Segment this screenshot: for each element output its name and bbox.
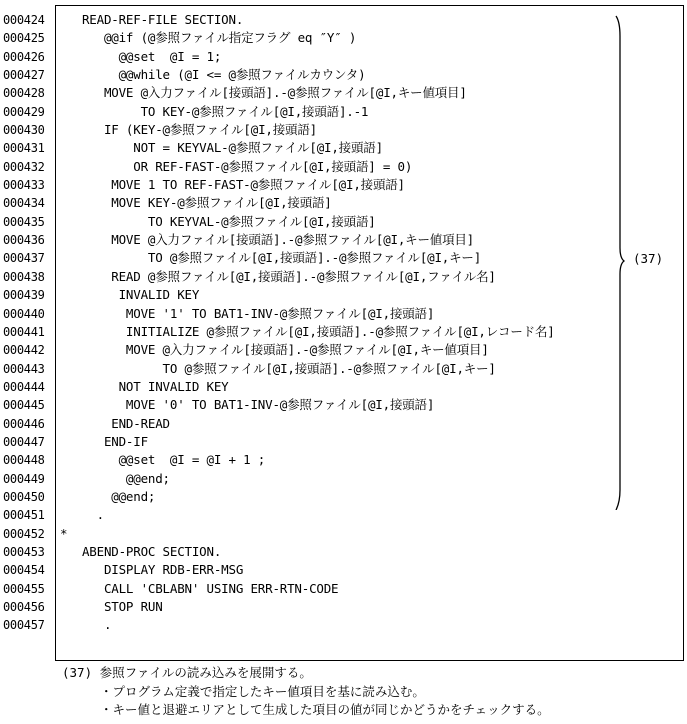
annotation-notes: [62, 664, 550, 720]
line-number: 000430: [3, 123, 45, 138]
line-number: 000441: [3, 324, 45, 339]
code-line: DISPLAY RDB-ERR-MSG: [60, 562, 244, 578]
code-line: MOVE @入力ファイル[接頭語].-@参照ファイル[@I,キー値項目]: [60, 232, 474, 248]
line-number: 000434: [3, 196, 45, 211]
code-line: @@while (@I <= @参照ファイルカウンタ): [60, 67, 366, 83]
code-line: @@set @I = 1;: [60, 48, 222, 64]
code-line: END-IF: [60, 433, 148, 449]
line-number-gutter: [0, 11, 52, 635]
line-number: 000432: [3, 159, 45, 174]
line-number: 000439: [3, 288, 45, 303]
code-line: .: [60, 617, 112, 633]
code-line: @@set @I = @I + 1 ;: [60, 452, 266, 468]
line-number: 000425: [3, 31, 45, 46]
annotation-label: (37): [633, 251, 664, 266]
note-bullet: ・キー値と退避エリアとして生成した項目の値が同じかどうかをチェックする。: [100, 702, 550, 717]
line-number: 000435: [3, 214, 45, 229]
code-line: MOVE @入力ファイル[接頭語].-@参照ファイル[@I,キー値項目]: [60, 342, 489, 358]
code-line: TO @参照ファイル[@I,接頭語].-@参照ファイル[@I,キー]: [60, 360, 496, 376]
code-line: MOVE KEY-@参照ファイル[@I,接頭語]: [60, 195, 332, 211]
line-number: 000429: [3, 104, 45, 119]
line-number: 000424: [3, 13, 45, 27]
line-number: 000444: [3, 379, 45, 394]
line-number: 000454: [3, 563, 45, 578]
code-line: CALL 'CBLABN' USING ERR-RTN-CODE: [60, 580, 339, 596]
line-number: 000443: [3, 361, 45, 376]
line-number: 000451: [3, 508, 45, 523]
code-listing: [60, 11, 555, 635]
code-line: @@end;: [60, 470, 170, 486]
code-line: OR REF-FAST-@参照ファイル[@I,接頭語] = 0): [60, 158, 413, 174]
code-line: TO KEY-@参照ファイル[@I,接頭語].-1: [60, 103, 369, 119]
line-number: 000456: [3, 600, 45, 614]
line-number: 000440: [3, 306, 45, 321]
code-line: IF (KEY-@参照ファイル[@I,接頭語]: [60, 122, 317, 138]
line-number: 000426: [3, 49, 45, 64]
code-line: MOVE '0' TO BAT1-INV-@参照ファイル[@I,接頭語]: [60, 397, 435, 413]
code-line: INVALID KEY: [60, 287, 200, 303]
line-number: 000436: [3, 233, 45, 248]
code-line: READ @参照ファイル[@I,接頭語].-@参照ファイル[@I,ファイル名]: [60, 268, 496, 284]
code-line: ABEND-PROC SECTION.: [60, 543, 222, 559]
line-number: 000427: [3, 68, 45, 83]
line-number: 000445: [3, 398, 45, 413]
code-line: MOVE '1' TO BAT1-INV-@参照ファイル[@I,接頭語]: [60, 305, 435, 321]
line-number: 000457: [3, 618, 45, 633]
line-number: 000448: [3, 453, 45, 468]
code-line: STOP RUN: [60, 599, 163, 614]
note-heading: (37) 参照ファイルの読み込みを展開する。: [62, 665, 312, 680]
code-line: TO KEYVAL-@参照ファイル[@I,接頭語]: [60, 213, 376, 229]
code-line: READ-REF-FILE SECTION.: [60, 12, 244, 27]
code-line: TO @参照ファイル[@I,接頭語].-@参照ファイル[@I,キー]: [60, 250, 482, 266]
line-number: 000453: [3, 544, 45, 559]
code-line: @@end;: [60, 488, 156, 504]
line-number: 000428: [3, 86, 45, 101]
code-line: END-READ: [60, 415, 170, 431]
line-number: 000442: [3, 343, 45, 358]
code-line: @@if (@参照ファイル指定フラグ eq ″Y″ ): [60, 30, 357, 46]
note-bullet: ・プログラム定義で指定したキー値項目を基に読み込む。: [100, 683, 425, 699]
code-line: NOT INVALID KEY: [60, 378, 229, 394]
line-number: 000433: [3, 178, 45, 193]
code-line: INITIALIZE @参照ファイル[@I,接頭語].-@参照ファイル[@I,レコード名]: [60, 323, 555, 339]
code-line: MOVE @入力ファイル[接頭語].-@参照ファイル[@I,キー値項目]: [60, 85, 467, 101]
line-number: 000447: [3, 434, 45, 449]
code-line: NOT = KEYVAL-@参照ファイル[@I,接頭語]: [60, 140, 383, 156]
line-number: 000446: [3, 416, 45, 431]
line-number: 000450: [3, 489, 45, 504]
line-number: 000455: [3, 581, 45, 596]
code-line: MOVE 1 TO REF-FAST-@参照ファイル[@I,接頭語]: [60, 177, 405, 193]
line-number: 000452: [3, 526, 45, 541]
line-number: 000437: [3, 251, 45, 266]
line-number: 000438: [3, 269, 45, 284]
line-number: 000449: [3, 471, 45, 486]
line-number: 000431: [3, 141, 45, 156]
code-line: *: [60, 525, 68, 541]
code-line: .: [60, 507, 104, 523]
